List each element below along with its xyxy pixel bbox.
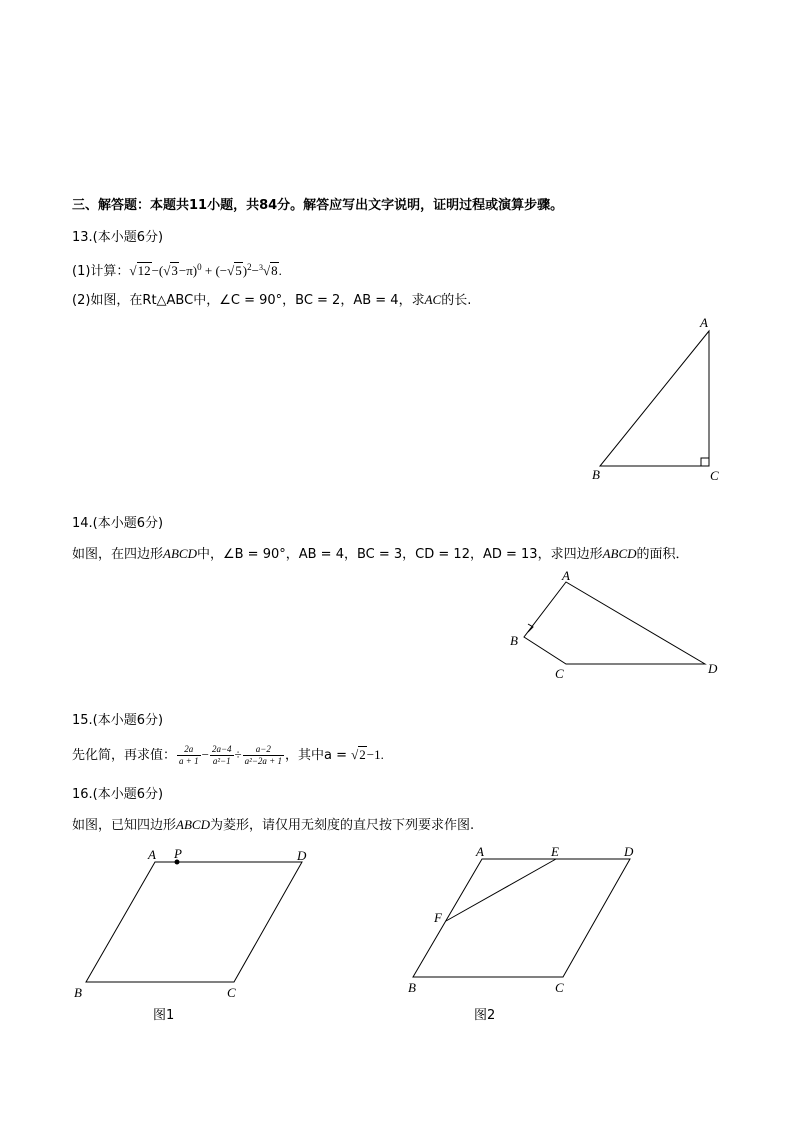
divide-sign: ÷ [234,747,242,762]
label-a: A [700,315,708,330]
q15-prefix: 先化简，再求值： [72,748,177,763]
q16-fig2-rhombus [413,859,630,977]
q13-part1-prefix: (1)计算： [72,264,130,279]
q14-text-2: 中，∠B = 90°，AB = 4，BC = 3，CD = 12，AD = 13，求四边形 [196,547,603,562]
label-d: D [624,844,634,859]
sqrt-5: √5 [227,263,242,278]
figure-1-caption: 图1 [153,1008,175,1023]
fraction-2: $\frac{2a-4}{\text{a²−1}}$ [211,744,232,766]
sqrt-2: √2 [351,747,366,762]
label-a: A [148,847,156,862]
var-abcd: ABCD [176,817,210,832]
label-d: D [297,848,307,863]
fraction-1: $\frac{2a}{a + 1}$ [179,744,199,766]
q15-condition: ，其中a = [285,748,352,763]
q13-triangle-figure [600,331,709,466]
var-abcd: ABCD [602,546,637,561]
quadrilateral-abcd [524,582,705,664]
label-f: F [434,910,442,925]
q15-end: −1. [366,747,384,762]
q16-text-1: 如图，已知四边形 [72,818,177,833]
right-angle-mark [701,458,709,466]
q16-header: 16.(本小题6分) [72,787,164,802]
rhombus-abcd [413,859,630,977]
label-c: C [710,468,719,483]
q14-text-3: 的面积． [636,547,689,562]
q14-header: 14.(本小题6分) [72,516,164,531]
root-index: 3 [258,263,263,272]
sqrt-3: √3 [163,263,178,278]
q15-header: 15.(本小题6分) [72,713,164,728]
expr-part: + (− [201,263,228,278]
label-b: B [592,467,600,482]
expr-part: −( [151,263,164,278]
q14-text-1: 如图，在四边形 [72,547,164,562]
q14-quadrilateral-figure [524,582,705,664]
label-b: B [408,980,416,995]
sqrt-12: √12 [129,263,151,278]
label-e: E [551,844,559,859]
label-a: A [476,844,484,859]
triangle-abc [600,331,709,466]
fraction-3: $\frac{a-2}{\text{a²−2a + 1}}$ [244,744,283,766]
minus-sign: − [201,747,209,762]
exponent: 0 [197,262,202,272]
label-c: C [227,985,236,1000]
q16-text-2: 为菱形，请仅用无刻度的直尺按下列要求作图. [209,818,475,833]
label-c: C [555,980,564,995]
figure-2-caption: 图2 [474,1008,496,1023]
section-title: 三、解答题：本题共11小题，共84分。解答应写出文字说明，证明过程或演算步骤。 [72,198,564,213]
segment-ef [446,859,556,921]
q13-part2-text: (2)如图，在Rt△ABC中，∠C = 90°，BC = 2，AB = 4，求 [72,293,425,308]
q16-fig1-rhombus [86,862,302,982]
q13-header: 13.(本小题6分) [72,230,164,245]
label-a: A [562,568,570,583]
expr-part: − [251,263,259,278]
expr-part: ) [242,263,248,278]
expr-part: −π) [178,263,198,278]
expr-end: . [278,263,282,278]
label-c: C [555,666,564,681]
label-d: D [708,661,718,676]
cbrt-8: √8 [262,263,278,278]
label-b: B [74,985,82,1000]
q13-part2-text-end: 的长. [441,293,472,308]
exponent: 2 [247,262,252,272]
rhombus-abcd [86,862,302,982]
var-abcd: ABCD [163,546,197,561]
label-p: P [174,846,182,861]
var-ac: AC [424,292,442,307]
label-b: B [510,633,518,648]
